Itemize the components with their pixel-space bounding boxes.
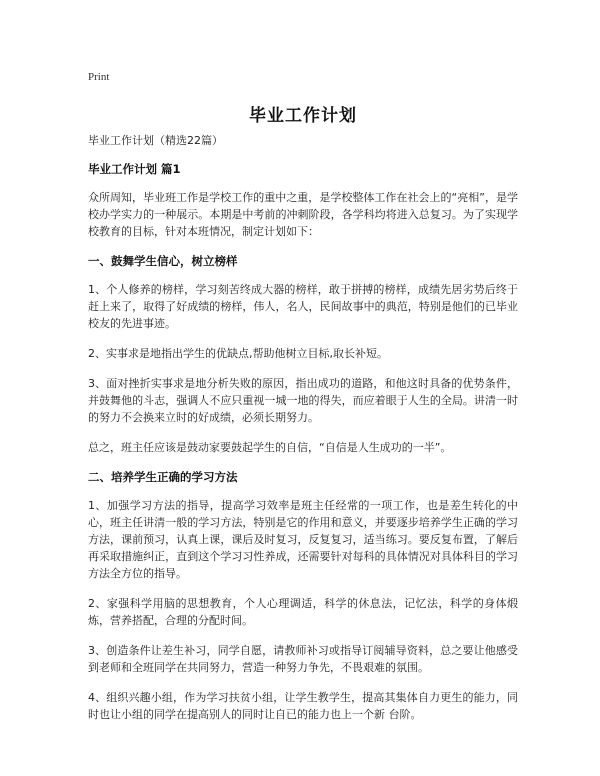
section-1-paragraph-4: 总之，班主任应该是鼓动家要鼓起学生的自信，“自信是人生成功的一半”。 [88, 441, 452, 454]
section-2-paragraph-2: 2、家强科学用脑的思想教育，个人心理调适，科学的休息法，记忆法，科学的身体煅炼，营养搭配，合理的分配时间。 [88, 597, 518, 627]
section-2-paragraph-3: 3、创造条件让差生补习，同学自愿，请教师补习或指导订阅辅导资料，总之要让他感受到老师和全班同学在共同努力，营造一种努力争先，不畏艰难的氛围。 [88, 644, 518, 674]
document-subtitle: 毕业工作计划（精选22篇） [88, 134, 223, 147]
section-heading-1: 一、鼓舞学生信心，树立榜样 [88, 254, 238, 268]
print-label[interactable]: Print [88, 71, 110, 83]
section-heading-2: 二、培养学生正确的学习方法 [88, 470, 238, 484]
intro-paragraph: 众所周知，毕业班工作是学校工作的重中之重，是学校整体工作在社会上的“亮相”，是学校办学实力的一种展示。本期是中考前的冲刺阶段，各学科均将进入总复习。为了实现学校教育的目标，针对本班情况，制定计划如下： [88, 191, 518, 238]
page-title: 毕业工作计划 [249, 106, 357, 126]
section-2-paragraph-1: 1、加强学习方法的指导，提高学习效率是班主任经常的一项工作，也是差生转化的中心，班主任讲清一般的学习方法，特别是它的作用和意义，并要逐步培养学生正确的学习方法，课前预习，认真上课，课后及时复习，反复复习，适当练习。要反复布置，了解后再采取措施纠正，直到这个学习习性养成，还需要针对每科的具体情况对具体科目的学习方法全方位的指导。 [88, 499, 518, 580]
section-1-paragraph-3: 3、面对挫折实事求是地分析失败的原因，指出成功的道路，和他这时具备的优势条件，并鼓舞他的斗志，强调人不应只重视一城一地的得失，而应着眼于人生的全局。讲清一时的努力不会换来立时的好成绩，必须长期努力。 [88, 377, 518, 424]
article-heading: 毕业工作计划 篇1 [88, 162, 181, 176]
section-1-paragraph-2: 2、实事求是地指出学生的优缺点,帮助他树立目标,取长补短。 [88, 347, 388, 360]
section-2-paragraph-4: 4、组织兴趣小组，作为学习扶贫小组，让学生教学生，提高其集体自力更生的能力，同时也让小组的同学在提高别人的同时让自已的能力也上一个新 台阶。 [88, 691, 518, 721]
document-body [88, 133, 518, 735]
section-1-paragraph-1: 1、个人修养的榜样，学习刻苦终成大器的榜样，敢于拼搏的榜样，成绩先居劣势后终于赶上来了，取得了好成绩的榜样，伟人，名人，民间故事中的典范，特别是他们的已毕业校友的先进事迹。 [88, 283, 518, 330]
